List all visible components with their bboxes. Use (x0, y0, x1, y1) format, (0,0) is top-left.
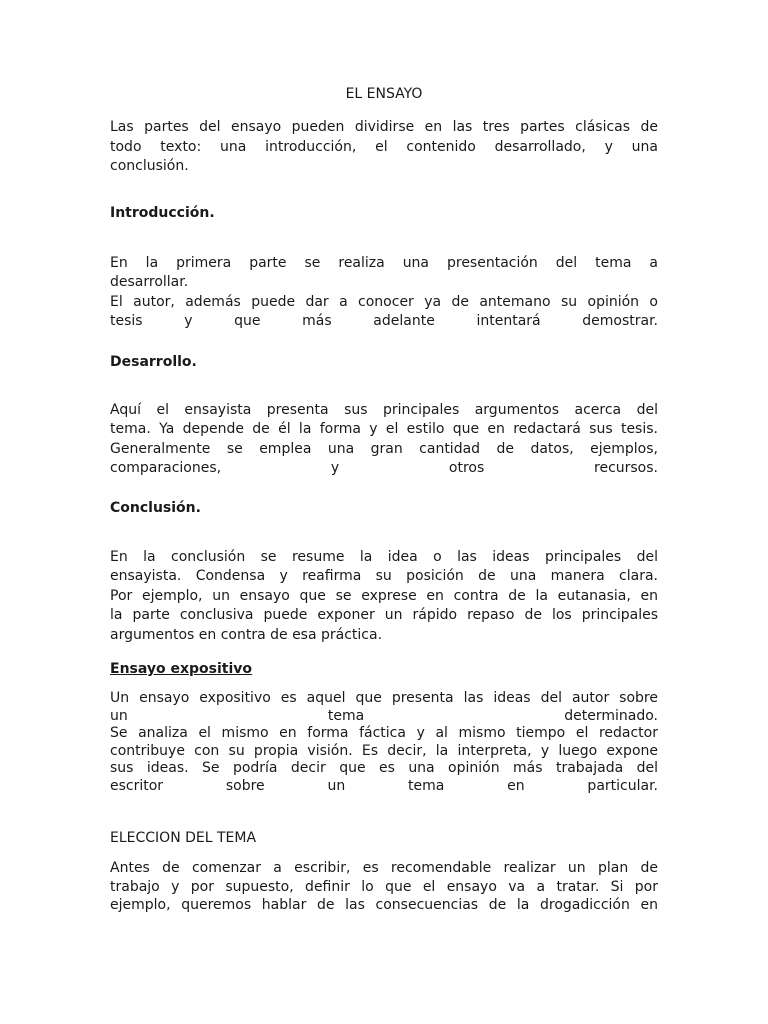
section-body-introduccion (110, 254, 658, 332)
body-line: El autor, además puede dar a conocer ya de antemano su opinión o (110, 293, 658, 310)
section-heading-introduccion: Introducción. (110, 204, 215, 221)
body-line: Un ensayo expositivo es aquel que presenta las ideas del autor sobre (110, 690, 658, 706)
body-line: argumentos en contra de esa práctica. (110, 626, 383, 643)
section-heading-conclusion: Conclusión. (110, 499, 201, 516)
body-line: un tema determinado. (110, 707, 658, 724)
body-line: sus ideas. Se podría decir que es una opinión más trabajada del (110, 760, 658, 776)
body-line: ejemplo, queremos hablar de las consecuencias de la drogadicción en (110, 897, 658, 913)
section-heading-eleccion-del-tema: ELECCION DEL TEMA (110, 830, 257, 846)
intro-line: todo texto: una introducción, el contenido desarrollado, y una (110, 138, 658, 155)
body-line: comparaciones, y otros recursos. (110, 460, 658, 476)
body-line: contribuye con su propia visión. Es decir, la interpreta, y luego expone (110, 742, 658, 759)
body-line: Se analiza el mismo en forma fáctica y al mismo tiempo el redactor (110, 725, 658, 741)
document-title: EL ENSAYO (345, 86, 423, 102)
body-line: En la primera parte se realiza una presentación del tema a (110, 254, 658, 271)
body-line: Por ejemplo, un ensayo que se exprese en contra de la eutanasia, en (110, 587, 658, 604)
body-line: Antes de comenzar a escribir, es recomendable realizar un plan de (110, 860, 658, 876)
section-body-desarrollo (110, 401, 658, 479)
section-heading-ensayo-expositivo: Ensayo expositivo (110, 661, 253, 677)
body-line: trabajo y por supuesto, definir lo que el ensayo va a tratar. Si por (110, 878, 658, 895)
body-line: ensayista. Condensa y reafirma su posición de una manera clara. (110, 568, 658, 584)
body-line: Aquí el ensayista presenta sus principales argumentos acerca del (110, 401, 658, 418)
intro-line: conclusión. (110, 158, 189, 174)
section-body-ensayo-expositivo (110, 690, 658, 795)
intro-line: Las partes del ensayo pueden dividirse en las tres partes clásicas de (110, 119, 658, 135)
body-line: la parte conclusiva puede exponer un rápido repaso de los principales (110, 607, 658, 623)
section-heading-desarrollo: Desarrollo. (110, 353, 197, 370)
document-page (110, 84, 658, 915)
intro-paragraph (110, 118, 658, 177)
section-body-conclusion (110, 548, 658, 646)
body-line: desarrollar. (110, 274, 189, 290)
body-line: Generalmente se emplea una gran cantidad de datos, ejemplos, (110, 440, 658, 457)
body-line: escritor sobre un tema en particular. (110, 777, 658, 794)
body-line: tesis y que más adelante intentará demostrar. (110, 313, 658, 329)
body-line: tema. Ya depende de él la forma y el estilo que en redactará sus tesis. (110, 421, 658, 437)
section-body-eleccion-del-tema (110, 859, 658, 915)
body-line: En la conclusión se resume la idea o las ideas principales del (110, 548, 658, 565)
